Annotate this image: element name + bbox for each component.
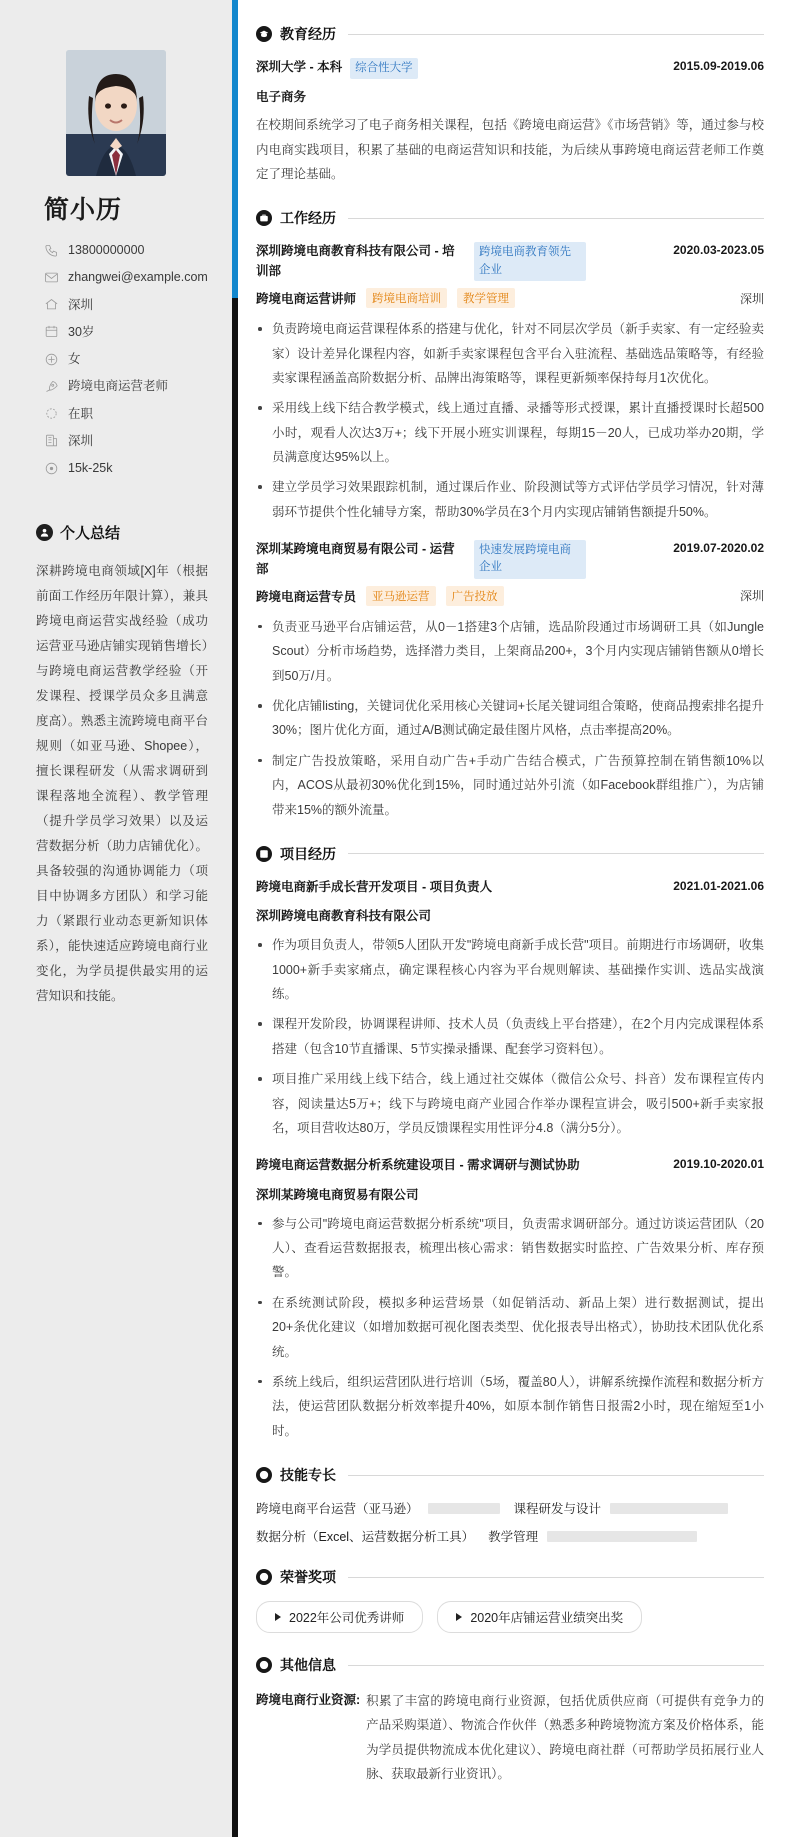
section-education bbox=[256, 24, 764, 186]
skill-name: 课程研发与设计 bbox=[513, 1502, 602, 1516]
work-date: 2019.07-2020.02 bbox=[673, 541, 764, 556]
work-bullet: 负责亚马逊平台店铺运营，从0－1搭建3个店铺，选品阶段通过市场调研工具（如Jungle Scout）分析市场趋势，选择潜力类目，上架商品200+，3个月内实现店铺销售额从0增长到50万/月。 bbox=[256, 615, 764, 688]
other-header bbox=[256, 1655, 764, 1675]
calendar-icon bbox=[44, 324, 59, 339]
education-date: 2015.09-2019.06 bbox=[673, 59, 764, 73]
summary-title-text: 个人总结 bbox=[60, 525, 121, 543]
contact-jobtitle-value: 跨境电商运营老师 bbox=[68, 379, 169, 394]
divider-line bbox=[348, 34, 764, 35]
project-date: 2021.01-2021.06 bbox=[673, 878, 764, 893]
education-entry-top bbox=[256, 58, 764, 79]
other-row bbox=[256, 1689, 764, 1787]
work-skill-tag: 跨境电商培训 bbox=[366, 288, 447, 308]
skill-item bbox=[256, 1499, 500, 1517]
work-company-tag: 快速发展跨境电商企业 bbox=[474, 540, 586, 579]
honor-label: 2020年店铺运营业绩突出奖 bbox=[470, 1611, 624, 1625]
honor-label: 2022年公司优秀讲师 bbox=[289, 1611, 405, 1625]
other-label: 跨境电商行业资源: bbox=[256, 1693, 361, 1707]
project-company: 深圳某跨境电商贸易有限公司 bbox=[256, 1187, 419, 1202]
work-company: 深圳某跨境电商贸易有限公司 - 运营部 bbox=[256, 542, 455, 576]
work-entry bbox=[256, 540, 764, 822]
work-city: 深圳 bbox=[739, 589, 764, 604]
grid-icon bbox=[256, 846, 272, 862]
skill-item bbox=[514, 1499, 729, 1517]
contact-list bbox=[44, 242, 210, 476]
work-bullets bbox=[256, 615, 764, 822]
contact-phone bbox=[44, 242, 210, 258]
project-bullets bbox=[256, 1212, 764, 1443]
work-role: 跨境电商运营专员 bbox=[256, 589, 357, 604]
other-value: 积累了丰富的跨境电商行业资源，包括优质供应商（可提供有竞争力的产品采购渠道）、物流合作伙伴（熟悉多种跨境物流方案及价格体系，能为学员提供物流成本优化建议）、跨境电商社群（可帮助学员拓展行业人脉、获取最新行业资讯）。 bbox=[366, 1694, 764, 1782]
skills-title: 技能专长 bbox=[280, 1467, 336, 1483]
project-entry-top bbox=[256, 878, 764, 897]
work-entry bbox=[256, 242, 764, 524]
skill-bar bbox=[610, 1503, 728, 1514]
mail-icon bbox=[44, 270, 59, 285]
contact-email bbox=[44, 269, 210, 285]
skills-header bbox=[256, 1465, 764, 1485]
divider-line bbox=[348, 1665, 764, 1666]
salary-icon bbox=[44, 461, 59, 476]
person-icon bbox=[36, 524, 53, 541]
project-bullet: 系统上线后，组织运营团队进行培训（5场，覆盖80人），讲解系统操作流程和数据分析方法，使运营团队数据分析效率提升40%，如原本制作销售日报需2小时，现在缩短至1小时。 bbox=[256, 1370, 764, 1443]
section-work bbox=[256, 208, 764, 822]
contact-jobtitle bbox=[44, 378, 210, 394]
chart-icon bbox=[256, 1467, 272, 1483]
contact-email-value: zhangwei@example.com bbox=[68, 270, 208, 285]
summary-text: 深耕跨境电商领域[X]年（根据前面工作经历年限计算），兼具跨境电商运营实战经验（成功运营亚马逊店铺实现销售增长）与跨境电商运营教学经验（开发课程、授课学员众多且满意度高）。熟悉主流跨境电商平台规则（如亚马逊、Shopee），擅长课程研发（从需求调研到课程落地全流程）、教学管理（提升学员学习效果）以及运营数据分析（助力店铺优化）。具备较强的沟通协调能力（项目中协调多方团队）和学习能力（紧跟行业动态更新知识体系），能快速适应跨境电商行业变化，为学员提供最实用的运营知识和技能。 bbox=[36, 564, 208, 1004]
work-company: 深圳跨境电商教育科技有限公司 - 培训部 bbox=[256, 244, 455, 278]
work-entry-top bbox=[256, 540, 764, 579]
work-bullets bbox=[256, 317, 764, 524]
work-skill-tag: 广告投放 bbox=[446, 586, 504, 606]
contact-age bbox=[44, 324, 210, 340]
portrait-photo-icon bbox=[66, 50, 166, 176]
work-company-tag: 跨境电商教育领先企业 bbox=[474, 242, 586, 281]
section-skills bbox=[256, 1465, 764, 1545]
education-major: 电子商务 bbox=[256, 90, 307, 105]
graduation-icon bbox=[256, 26, 272, 42]
section-project bbox=[256, 844, 764, 1443]
work-title: 工作经历 bbox=[280, 210, 336, 227]
contact-age-value: 30岁 bbox=[68, 324, 95, 339]
main-content bbox=[238, 0, 794, 1837]
education-title: 教育经历 bbox=[280, 26, 336, 42]
education-entry bbox=[256, 58, 764, 186]
home-icon bbox=[44, 297, 59, 312]
honor-item[interactable] bbox=[437, 1601, 642, 1633]
skill-item bbox=[256, 1527, 474, 1545]
education-school: 深圳大学 - 本科 bbox=[256, 60, 343, 74]
gender-icon bbox=[44, 352, 59, 367]
project-bullets bbox=[256, 933, 764, 1140]
project-name: 跨境电商新手成长营开发项目 - 项目负责人 bbox=[256, 879, 493, 894]
work-skill-tag: 亚马逊运营 bbox=[366, 586, 436, 606]
avatar bbox=[66, 50, 166, 176]
skill-bar bbox=[428, 1503, 500, 1514]
contact-gender-value: 女 bbox=[68, 352, 81, 366]
honor-item[interactable] bbox=[256, 1601, 423, 1633]
work-bullet: 优化店铺listing，关键词优化采用核心关键词+长尾关键词组合策略，使商品搜索排名提升30%；图片优化方面，通过A/B测试确定最佳图片风格，点击率提高20%。 bbox=[256, 694, 764, 743]
work-city: 深圳 bbox=[739, 291, 764, 306]
play-triangle-icon bbox=[456, 1613, 462, 1621]
contact-company-city bbox=[44, 433, 210, 449]
education-header bbox=[256, 24, 764, 44]
summary-section-title bbox=[36, 522, 210, 543]
skill-name: 跨境电商平台运营（亚马逊） bbox=[256, 1502, 419, 1516]
other-title: 其他信息 bbox=[280, 1657, 336, 1673]
status-icon bbox=[44, 406, 59, 421]
work-bullet: 采用线上线下结合教学模式，线上通过直播、录播等形式授课，累计直播授课时长超500小时，观看人次达3万+；线下开展小班实训课程，每期15－20人，已成功举办20期，学员满意度达95%以上。 bbox=[256, 396, 764, 469]
work-bullet: 负责跨境电商运营课程体系的搭建与优化，针对不同层次学员（新手卖家、有一定经验卖家）设计差异化课程内容，如新手卖家课程包含平台入驻流程、基础选品策略等，有经验卖家课程涵盖高阶数据分析、品牌出海策略等，课程更新频率保持每月1次优化。 bbox=[256, 317, 764, 390]
education-tag: 综合性大学 bbox=[350, 58, 418, 79]
education-desc: 在校期间系统学习了电子商务相关课程，包括《跨境电商运营》《市场营销》等，通过参与校内电商实践项目，积累了基础的电商运营知识和技能，为后续从事跨境电商运营老师工作奠定了理论基础。 bbox=[256, 118, 764, 181]
project-entry-top bbox=[256, 1156, 764, 1175]
divider-line bbox=[348, 853, 764, 854]
contact-salary bbox=[44, 460, 210, 476]
project-bullet: 课程开发阶段，协调课程讲师、技术人员（负责线上平台搭建），在2个月内完成课程体系搭建（包含10节直播课、5节实操录播课、配套学习资料包）。 bbox=[256, 1012, 764, 1061]
project-entry bbox=[256, 878, 764, 1140]
person-name: 简小历 bbox=[44, 196, 123, 224]
work-subrow bbox=[256, 586, 764, 606]
contact-phone-value: 13800000000 bbox=[68, 243, 145, 257]
project-company: 深圳跨境电商教育科技有限公司 bbox=[256, 909, 432, 924]
phone-icon bbox=[44, 243, 59, 258]
briefcase-icon bbox=[256, 210, 272, 226]
project-bullet: 参与公司"跨境电商运营数据分析系统"项目，负责需求调研部分。通过访谈运营团队（20人）、查看运营数据报表，梳理出核心需求：销售数据实时监控、广告效果分析、库存预警。 bbox=[256, 1212, 764, 1285]
project-bullet: 在系统测试阶段，模拟多种运营场景（如促销活动、新品上架）进行数据测试，提出20+条优化建议（如增加数据可视化图表类型、优化报表导出格式），协助技术团队优化系统。 bbox=[256, 1291, 764, 1364]
skill-name: 教学管理 bbox=[488, 1530, 539, 1544]
section-honors bbox=[256, 1567, 764, 1633]
skill-name: 数据分析（Excel、运营数据分析工具） bbox=[256, 1530, 475, 1544]
project-entry bbox=[256, 1156, 764, 1443]
skills-grid bbox=[256, 1499, 764, 1545]
contact-status-value: 在职 bbox=[68, 406, 94, 421]
section-other bbox=[256, 1655, 764, 1787]
project-bullet: 作为项目负责人，带领5人团队开发"跨境电商新手成长营"项目。前期进行市场调研，收集1000+新手卖家痛点，确定课程核心内容为平台规则解读、基础操作实训、选品实战演练。 bbox=[256, 933, 764, 1006]
work-bullet: 建立学员学习效果跟踪机制，通过课后作业、阶段测试等方式评估学员学习情况，针对薄弱环节提供个性化辅导方案，帮助30%学员在3个月内实现店铺销售额提升50%。 bbox=[256, 475, 764, 524]
contact-company-city-value: 深圳 bbox=[68, 433, 94, 448]
divider-line bbox=[348, 218, 764, 219]
sidebar bbox=[0, 0, 232, 1837]
work-skill-tag: 教学管理 bbox=[457, 288, 515, 308]
contact-gender bbox=[44, 351, 210, 367]
divider-line bbox=[348, 1475, 764, 1476]
play-triangle-icon bbox=[275, 1613, 281, 1621]
work-header bbox=[256, 208, 764, 228]
contact-home-value: 深圳 bbox=[68, 297, 94, 312]
work-entry-top bbox=[256, 242, 764, 281]
work-subrow bbox=[256, 288, 764, 308]
info-icon bbox=[256, 1657, 272, 1673]
work-role: 跨境电商运营讲师 bbox=[256, 292, 357, 307]
divider-line bbox=[348, 1577, 764, 1578]
contact-home bbox=[44, 297, 210, 313]
building-icon bbox=[44, 433, 59, 448]
work-bullet: 制定广告投放策略，采用自动广告+手动广告结合模式，广告预算控制在销售额10%以内，ACOS从最初30%优化到15%，同时通过站外引流（如Facebook群组推广），为店铺带来15%的额外流量。 bbox=[256, 749, 764, 822]
project-title: 项目经历 bbox=[280, 845, 336, 862]
project-header bbox=[256, 844, 764, 864]
contact-status bbox=[44, 406, 210, 422]
project-date: 2019.10-2020.01 bbox=[673, 1157, 764, 1172]
skill-item bbox=[488, 1527, 697, 1545]
honors-header bbox=[256, 1567, 764, 1587]
avatar-wrap bbox=[22, 50, 210, 176]
project-name: 跨境电商运营数据分析系统建设项目 - 需求调研与测试协助 bbox=[256, 1158, 580, 1173]
honors-title: 荣誉奖项 bbox=[280, 1569, 336, 1585]
accent-divider bbox=[232, 0, 238, 1837]
honor-list bbox=[256, 1601, 764, 1633]
rocket-icon bbox=[44, 379, 59, 394]
contact-salary-value: 15k-25k bbox=[68, 461, 113, 475]
project-bullet: 项目推广采用线上线下结合，线上通过社交媒体（微信公众号、抖音）发布课程宣传内容，阅读量达5万+；线下与跨境电商产业园合作举办课程宣讲会，吸引500+新手卖家报名，项目营收达80万，学员反馈课程实用性评分4.8（满分5分）。 bbox=[256, 1067, 764, 1140]
trophy-icon bbox=[256, 1569, 272, 1585]
skill-bar bbox=[547, 1531, 697, 1542]
work-date: 2020.03-2023.05 bbox=[673, 243, 764, 258]
